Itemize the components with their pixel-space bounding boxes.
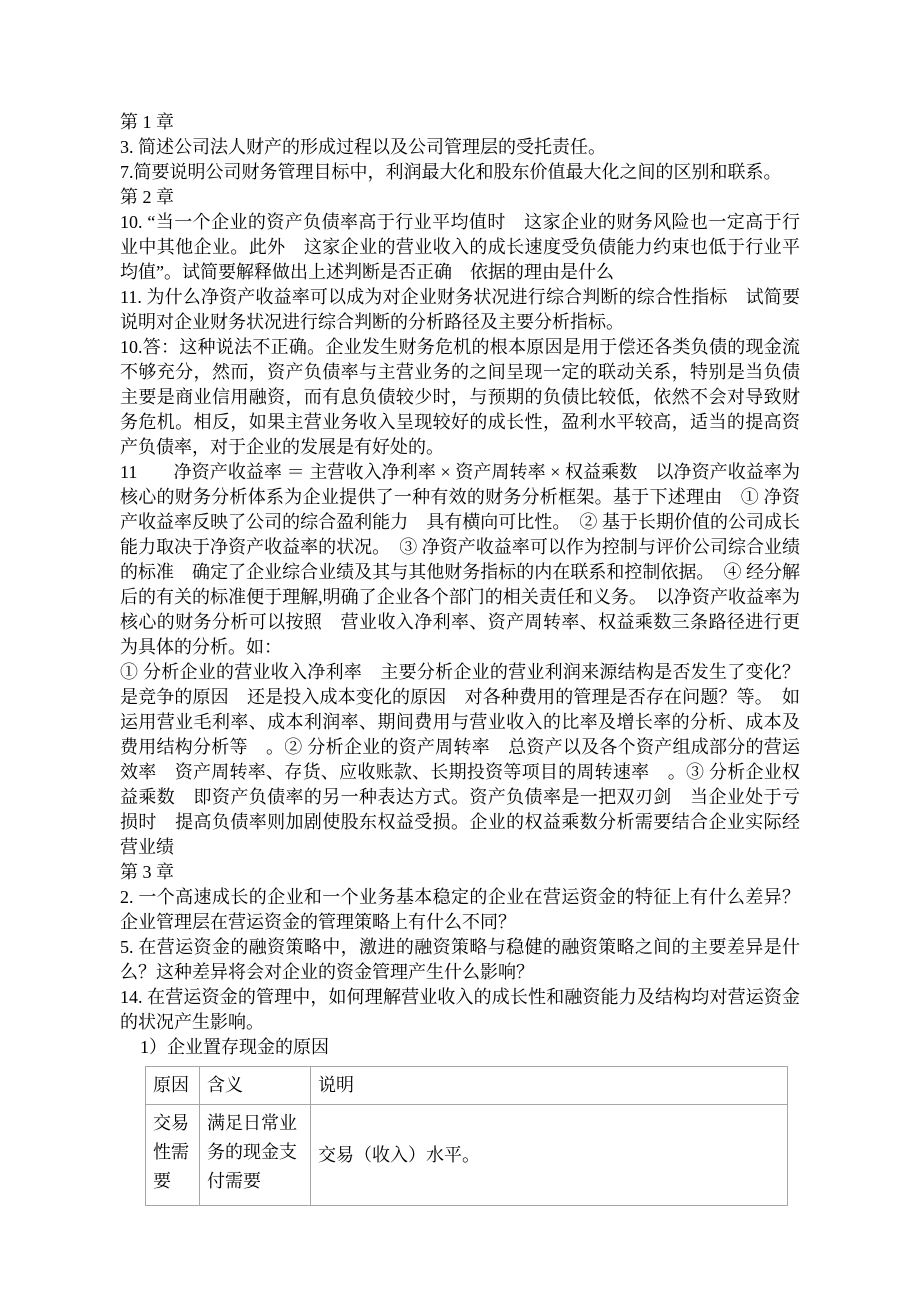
question-ch2-10: 10. “当一个企业的资产负债率高于行业平均值时 这家企业的财务风险也一定高于行业中其他企业。此外 这家企业的营业收入的成长速度受负债能力约束也低于行业平均值”。试简要解释做出上述判断是否正确 依据的理由是什么: [120, 212, 800, 282]
question-ch2-11: 11. 为什么净资产收益率可以成为对企业财务状况进行综合判断的综合性指标 试简要说明对企业财务状况进行综合判断的分析路径及主要分析指标。: [120, 287, 800, 332]
table-header-row: [146, 1067, 788, 1105]
answer-ch2-10: 10.答：这种说法不正确。企业发生财务危机的根本原因是用于偿还各类负债的现金流不够充分，然而，资产负债率与主营业务的之间呈现一定的联动关系，特别是当负债主要是商业信用融资，而有息负债较少时，与预期的负债比较低，依然不会对导致财务危机。相反，如果主营业务收入呈现较好的成长性，盈利水平较高，适当的提高资产负债率，对于企业的发展是有好处的。: [120, 337, 800, 457]
table-header-reason: 原因: [146, 1067, 200, 1105]
table-cell-description: 交易（收入）水平。: [311, 1105, 788, 1206]
question-ch3-14: 14. 在营运资金的管理中，如何理解营业收入的成长性和融资能力及结构均对营运资金的状况产生影响。: [120, 987, 800, 1032]
answer-ch2-11-analysis: ① 分析企业的营业收入净利率 主要分析企业的营业利润来源结构是否发生了变化？是竞争的原因 还是投入成本变化的原因 对各种费用的管理是否存在问题？等。 如运用营业毛利率、成本利润率、期间费用与营业收入的比率及增长率的分析、成本及费用结构分析等 。② 分析企业的资产周转率 总资产以及各个资产组成部分的营运效率 资产周转率、存货、应收账款、长期投资等项目的周转速率 。③ 分析企业权益乘数 即资产负债率的另一种表达方式。资产负债率是一把双刃剑 当企业处于亏损时 提高负债率则加剧使股东权益受损。企业的权益乘数分析需要结合企业实际经营业绩: [120, 662, 800, 857]
question-ch1-7: 7.简要说明公司财务管理目标中，利润最大化和股东价值最大化之间的区别和联系。: [120, 162, 782, 182]
cash-reasons-title: 1）企业置存现金的原因: [140, 1037, 329, 1057]
chapter-3-heading: 第 3 章: [120, 862, 174, 882]
question-ch3-2: 2. 一个高速成长的企业和一个业务基本稳定的企业在营运资金的特征上有什么差异？企业管理层在营运资金的管理策略上有什么不同？: [120, 887, 800, 932]
table-header-meaning: 含义: [200, 1067, 311, 1105]
question-ch3-5: 5. 在营运资金的融资策略中，激进的融资策略与稳健的融资策略之间的主要差异是什么？这种差异将会对企业的资金管理产生什么影响？: [120, 937, 800, 982]
table-header-description: 说明: [311, 1067, 788, 1105]
table-cell-meaning: 满足日常业务的现金支付需要: [200, 1105, 311, 1206]
question-ch1-3: 3. 简述公司法人财产的形成过程以及公司管理层的受托责任。: [120, 137, 606, 157]
cash-holding-reasons-table: [145, 1066, 788, 1206]
answer-ch2-11: 11 净资产收益率 ＝ 主营收入净利率 × 资产周转率 × 权益乘数 以净资产收益率为核心的财务分析体系为企业提供了一种有效的财务分析框架。基于下述理由 ① 净资产收益率反映了公司的综合盈利能力 具有横向可比性。 ② 基于长期价值的公司成长能力取决于净资产收益率的状况。 ③ 净资产收益率可以作为控制与评价公司综合业绩的标准 确定了企业综合业绩及其与其他财务指标的内在联系和控制依据。 ④ 经分解后的有关的标准便于理解,明确了企业各个部门的相关责任和义务。 以净资产收益率为核心的财务分析可以按照 营业收入净利率、资产周转率、权益乘数三条路径进行更为具体的分析。如：: [120, 462, 800, 657]
chapter-2-heading: 第 2 章: [120, 187, 174, 207]
table-row: [146, 1105, 788, 1206]
chapter-1-heading: 第 1 章: [120, 112, 174, 132]
table-cell-reason: 交易性需要: [146, 1105, 200, 1206]
